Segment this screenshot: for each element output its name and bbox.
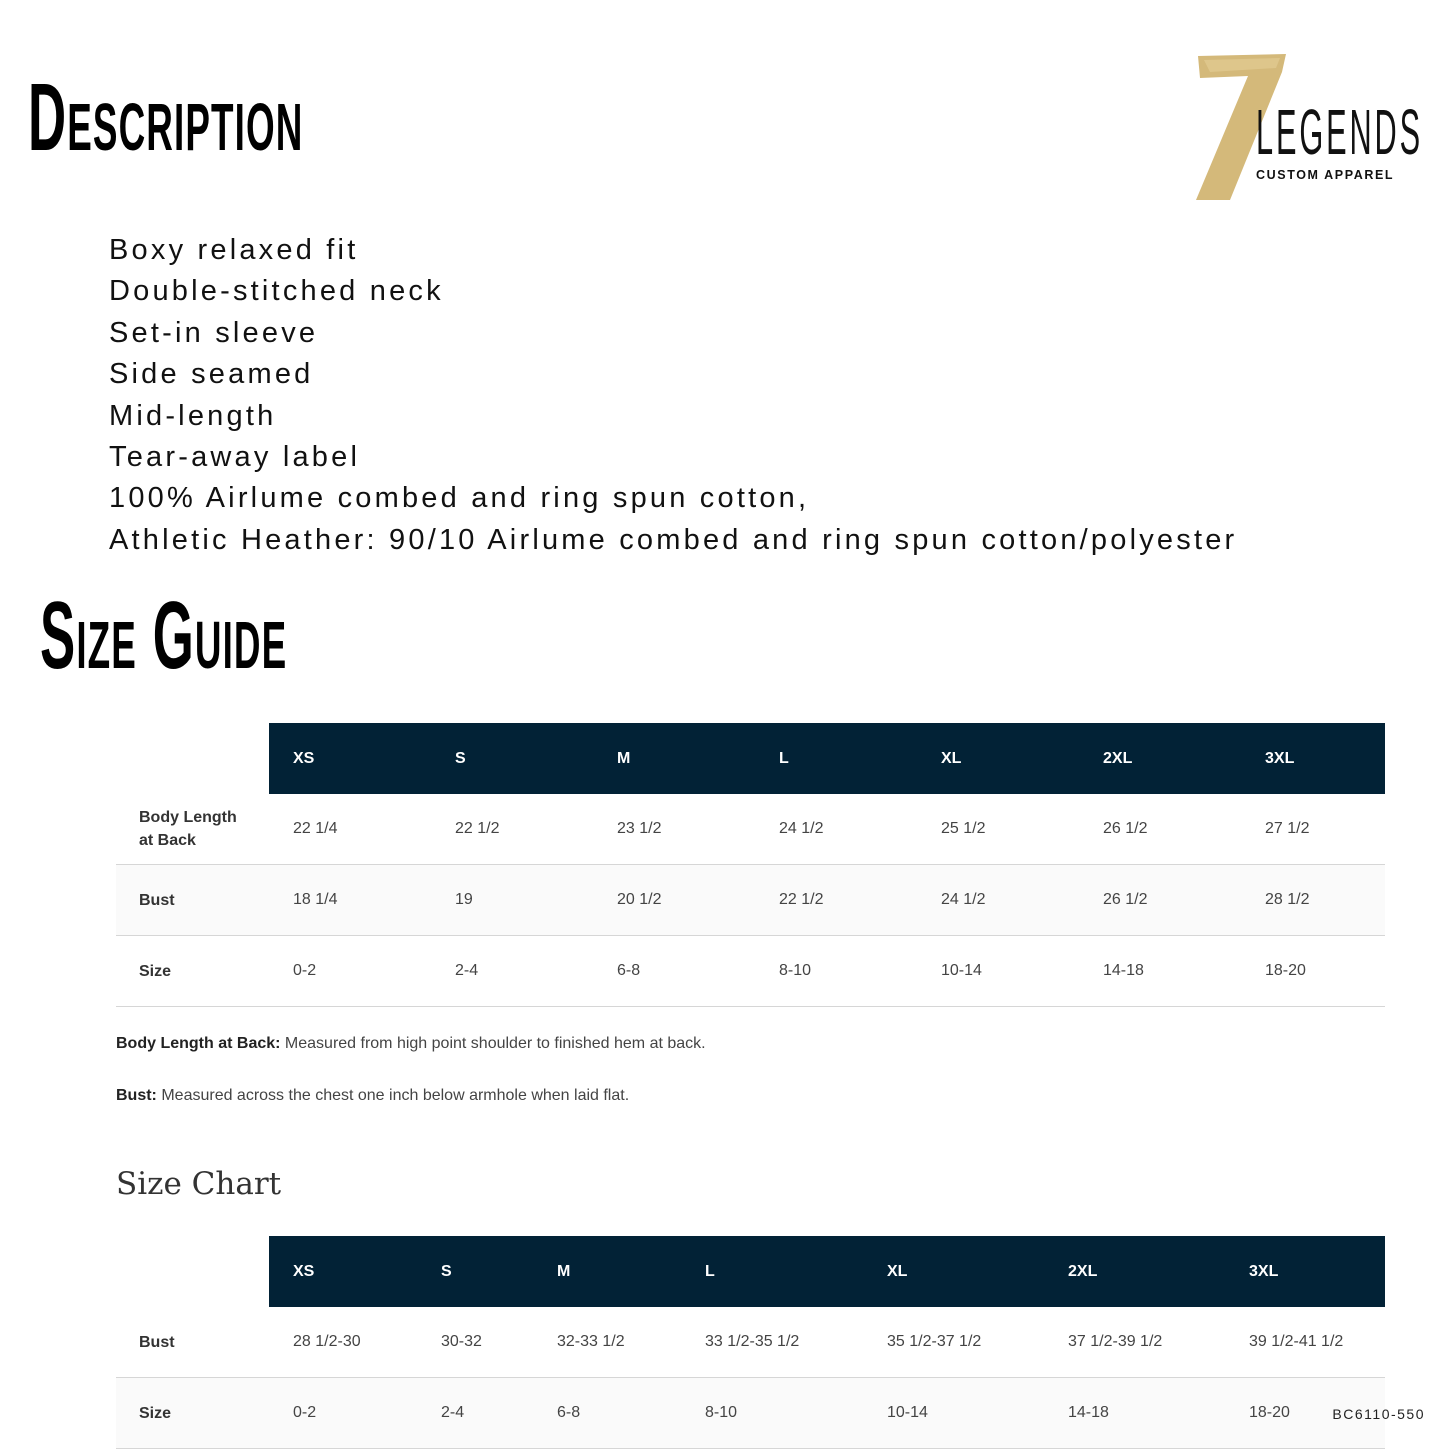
table-row [116,936,1385,1007]
note-term: Bust: [116,1087,157,1104]
table-cell: 0-2 [269,1378,417,1449]
note-term: Body Length at Back: [116,1035,281,1052]
table-cell: 22 1/4 [269,794,431,865]
table-cell: 28 1/2-30 [269,1307,417,1378]
table-cell: 22 1/2 [755,865,917,936]
header-cell: XL [863,1236,1044,1307]
table-cell: 18-20 [1241,936,1385,1007]
note-text: Measured from high point shoulder to finished hem at back. [280,1035,706,1052]
table-header-row [116,1236,1385,1307]
table-cell: 33 1/2-35 1/2 [681,1307,863,1378]
size-guide-heading: Size Guide [40,582,288,689]
header-cell: M [533,1236,681,1307]
header-cell: XS [269,1236,417,1307]
feature-item: Athletic Heather: 90/10 Airlume combed and ring spun cotton/polyester [109,523,1238,556]
table-cell: 18 1/4 [269,865,431,936]
header-cell: L [681,1236,863,1307]
table-cell: 22 1/2 [431,794,593,865]
row-label: Size [116,936,269,1007]
table-cell: 14-18 [1044,1378,1225,1449]
table-row [116,865,1385,936]
bust-note [116,1087,629,1105]
logo-wordmark: LEGENDS [1256,96,1423,168]
feature-item: Side seamed [109,358,314,391]
table-cell: 35 1/2-37 1/2 [863,1307,1044,1378]
header-cell: L [755,723,917,794]
description-heading: Description [28,64,304,171]
table-cell: 37 1/2-39 1/2 [1044,1307,1225,1378]
size-guide-table [116,723,1385,1007]
size-chart-title: Size Chart [116,1166,282,1202]
table-cell: 10-14 [863,1378,1044,1449]
row-label-line: Body Length [139,809,237,826]
table-cell: 6-8 [533,1378,681,1449]
logo-tagline: CUSTOM APPAREL [1256,168,1395,182]
feature-item: Tear-away label [109,441,361,474]
header-cell: XL [917,723,1079,794]
feature-item: Set-in sleeve [109,316,319,349]
table-cell: 8-10 [755,936,917,1007]
table-cell: 26 1/2 [1079,865,1241,936]
feature-list [109,230,1237,561]
table-cell: 28 1/2 [1241,865,1385,936]
table-cell: 10-14 [917,936,1079,1007]
header-cell: S [417,1236,533,1307]
header-blank-cell [116,723,269,794]
size-chart-table [116,1236,1385,1449]
row-label: Bust [116,1307,269,1378]
body-length-note [116,1035,706,1053]
table-cell: 30-32 [417,1307,533,1378]
table-cell: 2-4 [431,936,593,1007]
header-cell: 3XL [1225,1236,1385,1307]
note-text: Measured across the chest one inch below armhole when laid flat. [156,1087,630,1104]
header-cell: S [431,723,593,794]
table-cell: 18-20 [1225,1378,1385,1449]
table-row [116,794,1385,865]
table-cell: 32-33 1/2 [533,1307,681,1378]
row-label [116,794,269,865]
table-cell: 6-8 [593,936,755,1007]
table-cell: 23 1/2 [593,794,755,865]
table-cell: 8-10 [681,1378,863,1449]
feature-item: Double-stitched neck [109,275,444,308]
table-cell: 0-2 [269,936,431,1007]
table-cell: 27 1/2 [1241,794,1385,865]
header-cell: 2XL [1044,1236,1225,1307]
row-label-line: at Back [139,832,196,849]
row-label: Size [116,1378,269,1449]
table-row [116,1378,1385,1449]
table-cell: 26 1/2 [1079,794,1241,865]
table-cell: 39 1/2-41 1/2 [1225,1307,1385,1378]
header-cell: M [593,723,755,794]
feature-item: Boxy relaxed fit [109,234,359,266]
table-cell: 24 1/2 [917,865,1079,936]
table-cell: 19 [431,865,593,936]
table-cell: 24 1/2 [755,794,917,865]
header-blank-cell [116,1236,269,1307]
table-row [116,1307,1385,1378]
feature-item: Mid-length [109,399,277,432]
header-cell: XS [269,723,431,794]
header-cell: 3XL [1241,723,1385,794]
row-label: Bust [116,865,269,936]
table-cell: 14-18 [1079,936,1241,1007]
brand-logo [1190,52,1423,202]
product-code: BC6110-550 [1332,1406,1425,1422]
header-cell: 2XL [1079,723,1241,794]
table-header-row [116,723,1385,794]
table-cell: 20 1/2 [593,865,755,936]
table-cell: 25 1/2 [917,794,1079,865]
table-cell: 2-4 [417,1378,533,1449]
feature-item: 100% Airlume combed and ring spun cotton, [109,482,810,515]
